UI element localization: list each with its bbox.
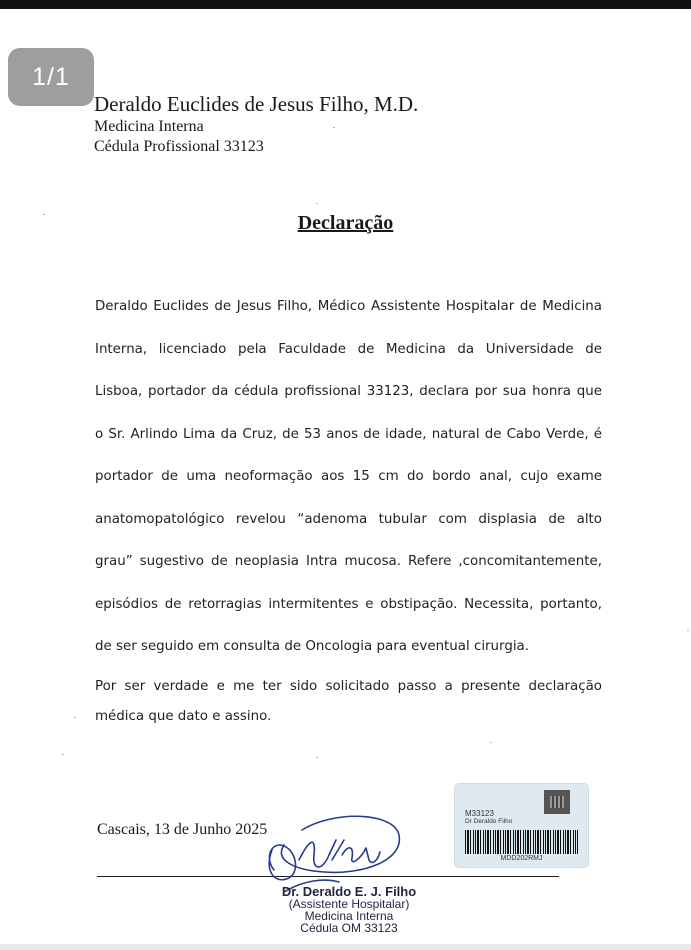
letterhead-cedula: Cédula Profissional 33123 [94, 138, 264, 155]
bottom-bar [0, 944, 691, 950]
qr-code-icon [544, 790, 570, 814]
scan-speck [333, 127, 335, 128]
page-indicator-badge [8, 48, 94, 106]
scan-speck [316, 203, 318, 204]
letterhead-specialty: Medicina Interna [94, 118, 204, 135]
scan-speck [687, 630, 689, 631]
paragraph-line: Lisboa, portador da cédula profissional 33123, declara por sua honra que [95, 384, 602, 399]
stamp-specialty: Medicina Interna [304, 909, 394, 923]
top-bar [0, 0, 691, 9]
place-date: Cascais, 13 de Junho 2025 [97, 821, 268, 838]
scan-speck [43, 214, 45, 215]
letterhead-name: Deraldo Euclides de Jesus Filho, M.D. [94, 92, 419, 116]
stamp-cedula: Cédula OM 33123 [300, 921, 398, 935]
document-title: Declaração [297, 212, 394, 234]
paragraph-line: anatomopatológico revelou “adenoma tubular com displasia de alto [95, 511, 602, 527]
doctor-id-sticker [455, 784, 588, 867]
stamp-role: (Assistente Hospitalar) [288, 897, 410, 911]
paragraph-line: portador de uma neoformação aos 15 cm do bordo anal, cujo exame [95, 469, 602, 484]
barcode-text: MDD202RMJ [500, 855, 543, 862]
paragraph-line: médica que dato e assino. [95, 709, 272, 724]
paragraph-line: grau” sugestivo de neoplasia Intra mucosa. Refere ,concomitantemente, [95, 554, 602, 569]
scan-speck [316, 757, 318, 758]
scan-speck [490, 742, 492, 743]
declaration-paragraph [95, 297, 602, 680]
paragraph-line: Por ser verdade e me ter sido solicitado passo a presente declaração [95, 679, 602, 694]
paragraph-line: de ser seguido em consulta de Oncologia para eventual cirurgia. [95, 639, 529, 654]
barcode-icon [465, 830, 578, 854]
sticker-code: M33123 [465, 809, 494, 818]
paragraph-line: episódios de retorragias intermitentes e obstipação. Necessita, portanto, [95, 596, 602, 612]
scan-speck [74, 717, 76, 718]
closing-paragraph [95, 677, 602, 737]
page-indicator-label: 1/1 [32, 62, 70, 91]
scan-speck [62, 754, 64, 755]
paragraph-line: Interna, licenciado pela Faculdade de Medicina da Universidade de [95, 341, 602, 357]
paragraph-line: Deraldo Euclides de Jesus Filho, Médico Assistente Hospitalar de Medicina [95, 299, 602, 314]
signature-stamp [264, 886, 434, 934]
sticker-name: Dr Deraldo Filho [465, 818, 513, 825]
paragraph-line: o Sr. Arlindo Lima da Cruz, de 53 anos de idade, natural de Cabo Verde, é [95, 426, 602, 442]
stamp-name: Dr. Deraldo E. J. Filho [281, 884, 417, 899]
